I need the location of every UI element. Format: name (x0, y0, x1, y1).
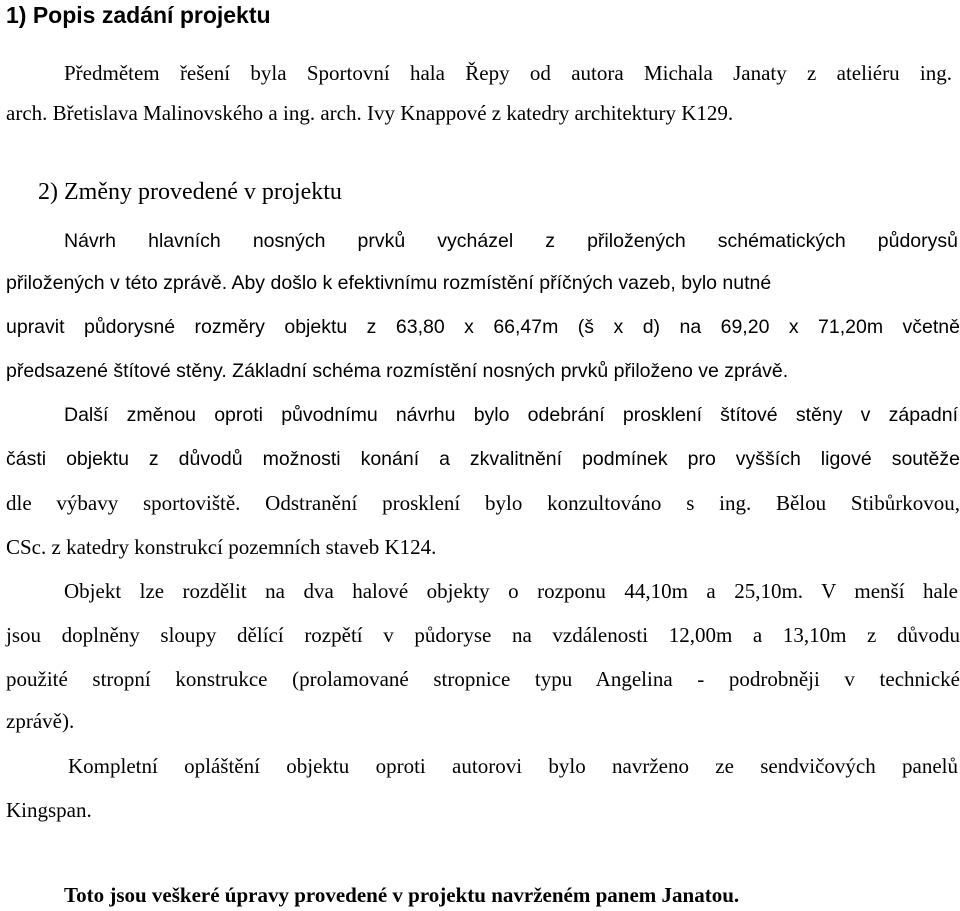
paragraph-2-line-4: CSc. z katedry konstrukcí pozemních staveb K124. (6, 535, 437, 559)
paragraph-1-line-2-sans: přiložených v této zprávě. (6, 272, 228, 294)
paragraph-3-line-3: použité stropní konstrukce (prolamované stropnice typu Angelina - podrobněji v technické (6, 667, 960, 691)
section-2-heading: 2) Změny provedené v projektu (38, 179, 342, 205)
paragraph-2-line-3: dle výbavy sportoviště. Odstranění prosklení bylo konzultováno s ing. Bělou Stibůrkovou, (6, 491, 960, 515)
paragraph-3-line-1: Objekt lze rozdělit na dva halové objekty o rozponu 44,10m a 25,10m. V menší hale (64, 579, 958, 603)
paragraph-3-line-4: zprávě). (6, 709, 75, 733)
paragraph-2-line-2: části objektu z důvodů možnosti konání a zkvalitnění podmínek pro vyšších ligové soutěže (6, 448, 960, 470)
paragraph-2-line-1: Další změnou oproti původnímu návrhu bylo odebrání prosklení štítové stěny v západní (64, 404, 958, 426)
paragraph-1-line-2 (6, 268, 960, 300)
paragraph-3-line-2: jsou doplněny sloupy dělící rozpětí v půdoryse na vzdálenosti 12,00m a 13,10m z důvodu (6, 623, 960, 647)
section-1-line-2: arch. Břetislava Malinovského a ing. arch. Ivy Knappové z katedry architektury K129. (6, 101, 734, 125)
paragraph-4-line-2: Kingspan. (6, 798, 92, 822)
closing-statement: Toto jsou veškeré úpravy provedené v projektu navrženém panem Janatou. (64, 883, 740, 907)
paragraph-4-line-1: Kompletní opláštění objektu oproti autorovi bylo navrženo ze sendvičových panelů (68, 754, 958, 778)
section-1-heading: 1) Popis zadání projektu (6, 2, 271, 28)
paragraph-1-line-4: předsazené štítové stěny. Základní schéma rozmístění nosných prvků přiloženo ve zprávě. (6, 360, 789, 382)
section-1-line-1: Předmětem řešení byla Sportovní hala Řepy od autora Michala Janaty z ateliéru ing. (64, 61, 952, 85)
paragraph-1-line-3: upravit půdorysné rozměry objektu z 63,80 x 66,47m (š x d) na 69,20 x 71,20m včetně (6, 316, 960, 338)
paragraph-1-line-1: Návrh hlavních nosných prvků vycházel z přiložených schématických půdorysů (64, 230, 958, 252)
paragraph-1-line-2-rest: Aby došlo k efektivnímu rozmístění příčných vazeb, bylo nutné (227, 272, 772, 294)
